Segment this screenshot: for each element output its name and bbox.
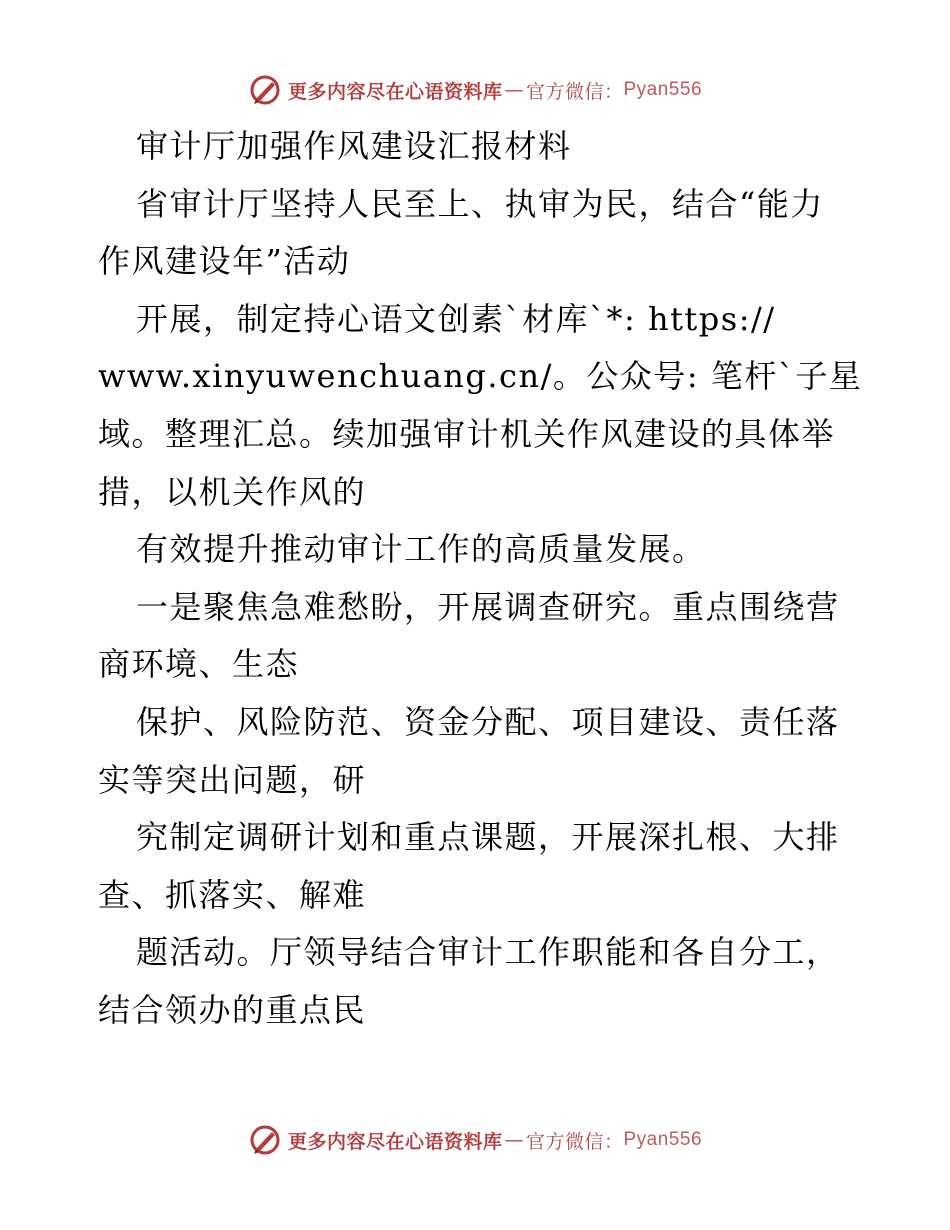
- document-line: 保护、风险防范、资金分配、项目建设、责任落: [136, 702, 840, 741]
- document-line: 措，以机关作风的: [98, 472, 367, 511]
- footer-wechat-account: Pyan556: [623, 1129, 703, 1150]
- pen-logo-icon: [248, 73, 282, 107]
- document-line: 题活动。厅领导结合审计工作职能和各自分工，: [136, 933, 840, 972]
- document-line: 结合领办的重点民: [98, 990, 367, 1029]
- header-wechat-label: 官方微信：: [525, 80, 624, 103]
- document-line: 开展，制定持心语文创素`材库`*: https://: [136, 299, 776, 338]
- document-line: 域。整理汇总。续加强审计机关作风建设的具体举: [98, 414, 836, 453]
- document-line: 有效提升推动审计工作的高质量发展。: [136, 530, 706, 569]
- header-wechat-account: Pyan556: [623, 79, 703, 100]
- footer-separator: —: [504, 1129, 524, 1151]
- footer-watermark: [0, 1120, 950, 1160]
- document-line: 查、抓落实、解难: [98, 875, 367, 914]
- document-line: 作风建设年”活动: [98, 242, 351, 281]
- document-title: 审计厅加强作风建设汇报材料: [136, 127, 572, 165]
- document-line: www.xinyuwenchuang.cn/。公众号: 笔杆`子星: [98, 357, 863, 396]
- document-line: 实等突出问题，研: [98, 760, 367, 799]
- document-line: 省审计厅坚持人民至上、执审为民，结合“能力: [136, 184, 824, 223]
- header-separator: —: [504, 79, 524, 101]
- pen-logo-icon: [248, 1123, 282, 1157]
- document-line: 商环境、生态: [98, 645, 300, 684]
- document-body: [98, 118, 863, 1040]
- header-watermark: [0, 70, 950, 110]
- document-line: 一是聚焦急难愁盼，开展调查研究。重点围绕营: [136, 587, 840, 626]
- footer-wechat-label: 官方微信：: [525, 1130, 624, 1153]
- footer-brand: 更多内容尽在心语资料库: [287, 1130, 503, 1153]
- document-line: 究制定调研计划和重点课题，开展深扎根、大排: [136, 818, 840, 857]
- header-brand: 更多内容尽在心语资料库: [287, 80, 503, 103]
